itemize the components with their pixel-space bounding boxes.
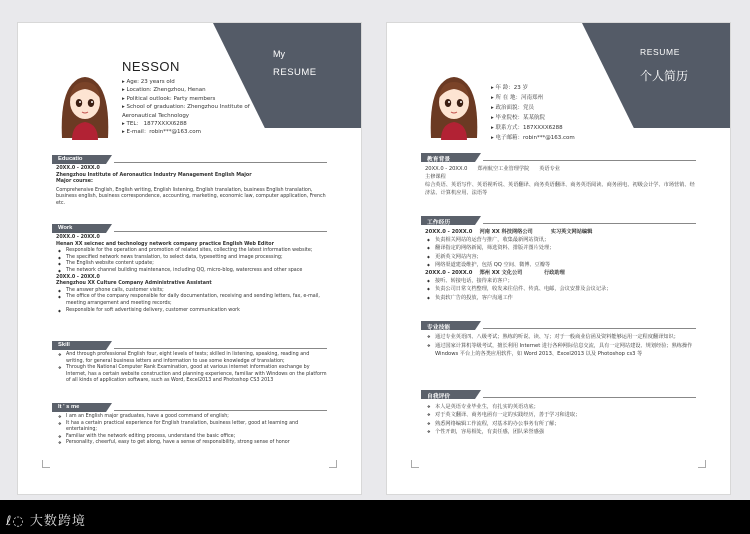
job1-item: ◆ 网络渠道建设维护，包括 QQ 空间、微博、豆瓣等 [425,261,696,269]
job1-title: Henan XX seicnec and technology network company practice English Web Editor [56,241,274,247]
job1-item: ◆ The English website content update; [56,261,327,268]
info-item: ▸ 毕业院校：某某航院 [491,115,546,121]
crop-mark [698,460,706,468]
section-title: 教育背景 [427,157,451,163]
me-item: ❖ 对于英文翻译、商务电函有一定的实践经历，善于学习和进取； [425,411,696,419]
job1-item: ◆ Responsible for the operation and promotion of related sites, collecting the latest information website; [56,248,327,255]
edu-course-title: 主修课程 [425,174,446,180]
edu-course: Comprehensive English, English writing, English listening, English translation, business English translation, business english, business correspondence, accounting, marketing, economic law, computer application, French etc. [56,187,326,206]
section-skill [52,341,327,350]
work-block [56,235,327,314]
job2-date: 20XX.0 - 20XX.0 [56,274,100,280]
skill-item: ❖ 通过专业英语四、八级考试；熟练的听说、读、写；对于一般商业信函及资料能够运用一定程度翻译知识； [425,333,696,342]
section-education [52,155,327,164]
job2-item: ◆ 负责公司日常文档整理，收发来往信件、传真、电邮，会议安排及会议记录； [425,285,696,293]
watermark-logo [6,510,86,529]
job1-item: ◆ 翻译指定的网络新闻，筛选资料、排版并图片处理； [425,244,696,252]
job2-company: 郑州 XX 文化公司 [479,270,523,277]
me-item: ❖ Personality, cheerful, easy to get along, have a sense of responsibility, strong sense of honor [56,440,327,447]
bottom-black-bar [0,500,750,534]
crop-mark [42,460,50,468]
section-work [421,216,696,225]
section-education [421,153,696,162]
job2-item: ◆ Responsible for soft advertising delivery, customer communication work [56,308,327,315]
section-title: 工作经历 [427,220,451,226]
job1-date: 20XX.0 - 20XX.0 [425,229,473,235]
info-item: ▸ 年 龄：23 岁 [491,85,529,91]
about-me-block [56,414,327,447]
skill-item: ❖ 通过国家计算机等级考试，擅长利用 Internet 进行各种网际信息交流，具有一定网站建设、规划经验；熟练操作 Windows 平台上的各类应用软件，如 Word 2013、Excel2013 以及 Photoshop cs3 等 [425,342,696,359]
me-item: ❖ 本人是英语专业毕业生，有扎实的英语功底； [425,403,696,411]
job2-title: Zhengzhou XX Culture Company Administrative Assistant [56,281,212,287]
edu-date: 20XX.0 - 20XX.0 [56,166,100,171]
corner-line1: My [273,49,285,59]
crop-mark [329,460,337,468]
edu-school: Zhengzhou Institute of Aeronautics Industry Management English Major [56,172,252,178]
job1-item: ◆ The network channel building maintenance, including QQ, micro-blog, watercress and other space [56,268,327,275]
section-title: It ' s me [58,404,80,410]
resume-page-chinese [386,22,731,495]
info-item: ▸ 电子邮箱：robin***@163.com [491,135,575,141]
skill-item: ❖ Through the National Computer Rank Examination, good at various internet information exchange by Internet, has a certain website construction and planning experience, familiar with Windows on the platform of all kinds of application software, such as Word, Excel2013 and Photoshop CS3 2013 [56,365,327,385]
info-item: ▸ Age: 23 years old [122,79,175,85]
job2-item: ◆ 负责软广告的投放，客户沟通工作 [425,294,696,302]
edu-major: 英语专业 [539,166,560,172]
job1-item: ◆ 负责相关网站的运营与推广，收集最新网站资讯； [425,236,696,244]
section-skill [421,321,696,330]
corner-line2: 个人简历 [640,69,689,83]
info-item: ▸ Political outlook: Party members [122,95,216,102]
job2-item: ◆ 接听、转接电话，接待来访客户； [425,277,696,285]
job1-company: 河南 XX 科技网络公司 [479,229,533,235]
avatar [427,68,481,140]
me-item: ❖ It has a certain practical experience for English translation, business letter, good at learning and entertaining; [56,421,327,434]
edu-course-title: Major course: [56,179,93,185]
section-title: 自我评价 [427,394,451,400]
personal-info-list [122,78,250,137]
me-item: ❖ Familiar with the network editing process, understand the basic office; [56,434,327,441]
info-item: ▸ 政治面貌：党员 [491,105,535,111]
section-title: Skill [58,342,70,348]
me-item: ❖ 熟悉网络编辑工作流程，对基本的办公事务有所了解； [425,420,696,428]
section-title: Educatio [58,156,83,162]
personal-info-list [491,83,611,143]
job2-header [425,269,696,277]
me-item: ❖ 个性开朗，容易相处，有责任感，团队荣誉感强 [425,428,696,436]
edu-course: 综合英语、英语写作、英语视听说、英语翻译、商务英语翻译、商务英语阅读、商务函电、初级会计学、市场营销、经济法、计算机应用、法语等 [425,182,695,196]
watermark-text: 大数跨境 [29,514,86,529]
job1-item: ◆ The specified network news translation, to select data, typesetting and image processing; [56,255,327,262]
about-me-block [425,403,696,437]
job1-header [425,228,696,236]
avatar [58,68,112,140]
section-work [52,224,327,233]
person-name: NESSON [122,59,180,74]
education-block [425,165,696,197]
section-about-me [421,390,696,399]
education-block [56,166,327,208]
skill-block [56,352,327,385]
edu-school: 郑州航空工业管理学院 [477,166,530,172]
info-item: ▸ E-mail：robin***@163.com [122,129,202,136]
section-title: 专业技能 [427,325,451,331]
resume-page-english [17,22,362,495]
info-item: ▸ TEL： 1877XXXX6288 [122,121,187,128]
job1-title: 实习英文网站编辑 [550,229,593,235]
section-title: Work [58,225,73,231]
edu-line [425,165,696,173]
watermark-icon: ℓ◌ [6,514,30,529]
job1-item: ◆ 更新英文网站内容； [425,253,696,261]
edu-date: 20XX.0 - 20XX.0 [425,166,468,172]
skill-block [425,333,696,359]
info-item: ▸ 所 在 地：河南郑州 [491,95,544,101]
info-item: ▸ School of graduation: Zhengzhou Institute of Aeronautical Technology [122,104,250,119]
job1-date: 20XX.0 - 20XX.0 [56,235,100,240]
work-block [425,228,696,302]
corner-line1: RESUME [640,47,680,57]
job2-item: ◆ The office of the company responsible for daily documentation, receiving and sending letters, fax, e-mail, meeting arrangement and meeting records; [56,294,327,307]
job2-date: 20XX.0 - 20XX.0 [425,270,473,277]
job2-item: ◆ The answer phone calls, customer visits; [56,288,327,295]
info-item: ▸ 联系方式：187XXXX6288 [491,125,563,131]
me-item: ❖ I am an English major graduates, have a good command of english; [56,414,327,421]
skill-item: ❖ And through professional English four, eight levels of tests; skilled in listening, speaking, reading and writing, for general business letters and information to use some knowledge of translation; [56,352,327,365]
section-about-me [52,403,327,412]
crop-mark [411,460,419,468]
corner-line2: RESUME [273,67,317,78]
job2-title: 行政助理 [544,270,565,277]
info-item: ▸ Location: Zhengzhou, Henan [122,87,206,94]
